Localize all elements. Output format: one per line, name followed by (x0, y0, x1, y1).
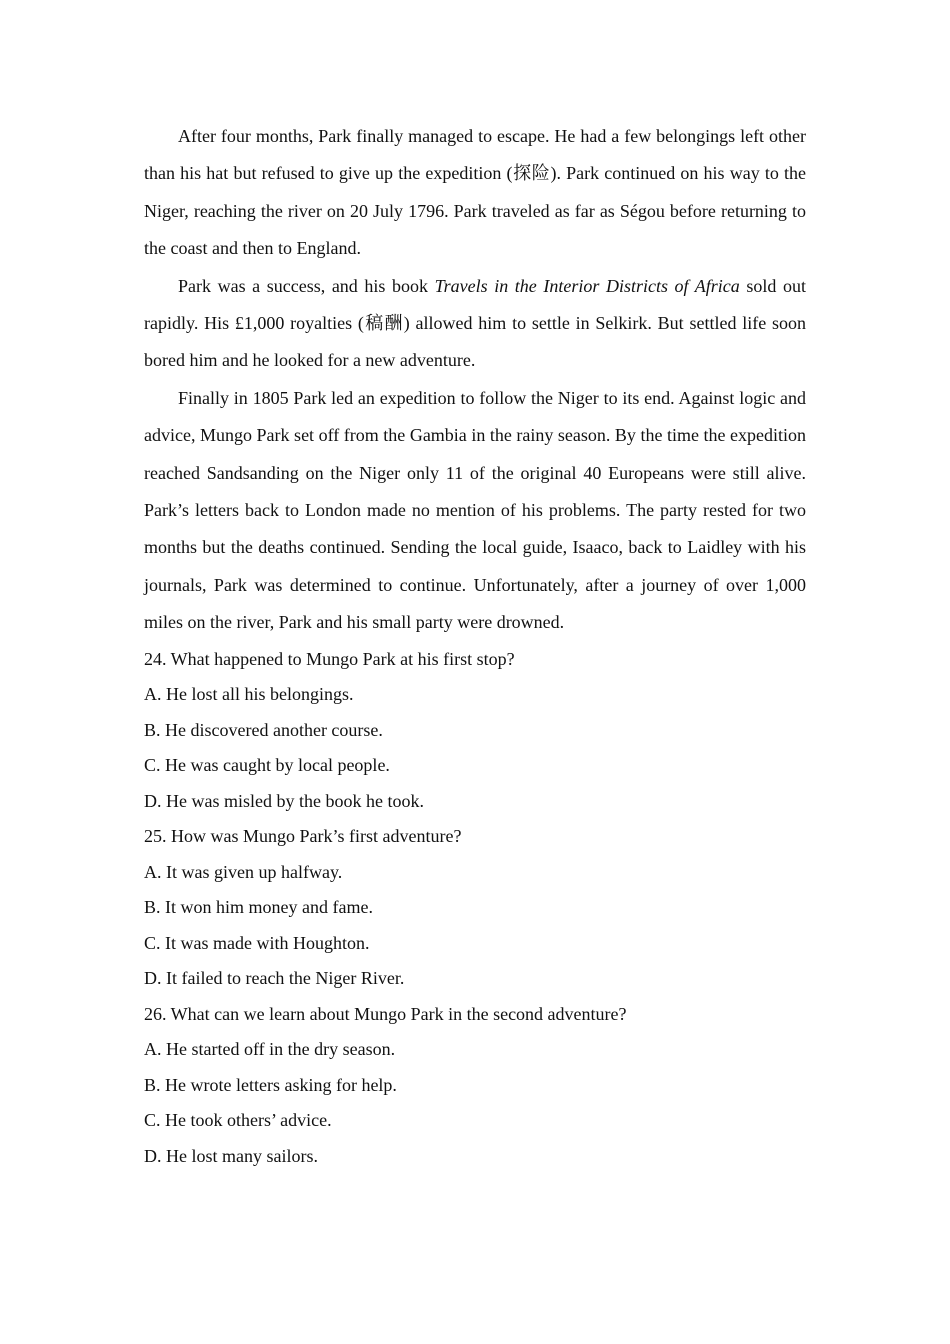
option-a: A. He started off in the dry season. (144, 1039, 396, 1060)
passage-paragraph-3: Finally in 1805 Park led an expedition to follow the Niger to its end. Against logic and advice, Mungo Park set off from the Gambia in the rainy season. By the time the expedition reached Sandsanding on the Niger only 11 of the original 40 Europeans were still alive. Park’s letters back to London made no mention of his problems. The party rested for two months but the deaths continued. Sending the local guide, Isaaco, back to Laidley with his journals, Park was determined to continue. Unfortunately, after a journey of over 1,000 miles on the river, Park and his small party were drowned. (144, 387, 806, 633)
option-c: C. It was made with Houghton. (144, 932, 370, 953)
book-title: Travels in the Interior Districts of Africa (434, 275, 740, 296)
option-d: D. He lost many sailors. (144, 1145, 318, 1166)
option-d: D. It failed to reach the Niger River. (144, 968, 405, 989)
option-b: B. He wrote letters asking for help. (144, 1074, 397, 1095)
document-page (144, 118, 806, 1174)
option-b: B. It won him money and fame. (144, 897, 373, 918)
passage-paragraph-2 (144, 268, 806, 380)
option-a: A. It was given up halfway. (144, 861, 343, 882)
option-c: C. He took others’ advice. (144, 1110, 332, 1131)
passage-paragraph-1: After four months, Park finally managed to escape. He had a few belongings left other than his hat but refused to give up the expedition (探险). Park continued on his way to the Niger, reaching the river on 20 July 1796. Park traveled as far as Ségou before returning to the coast and then to England. (144, 126, 806, 259)
question-stem: 25. How was Mungo Park’s first adventure? (144, 826, 462, 847)
option-b: B. He discovered another course. (144, 719, 383, 740)
paragraph-2-text-start: Park was a success, and his book (178, 275, 435, 296)
paragraph-2-text-end: sold out rapidly. His £1,000 royalties (稿酬) allowed him to settle in Selkirk. But settled life soon bored him and he looked for a new adventure. (144, 275, 806, 371)
question-26 (144, 997, 806, 1175)
question-stem: 26. What can we learn about Mungo Park in the second adventure? (144, 1003, 627, 1024)
option-a: A. He lost all his belongings. (144, 684, 354, 705)
question-stem: 24. What happened to Mungo Park at his first stop? (144, 648, 515, 669)
question-24 (144, 642, 806, 820)
option-d: D. He was misled by the book he took. (144, 790, 424, 811)
option-c: C. He was caught by local people. (144, 755, 390, 776)
question-25 (144, 819, 806, 997)
